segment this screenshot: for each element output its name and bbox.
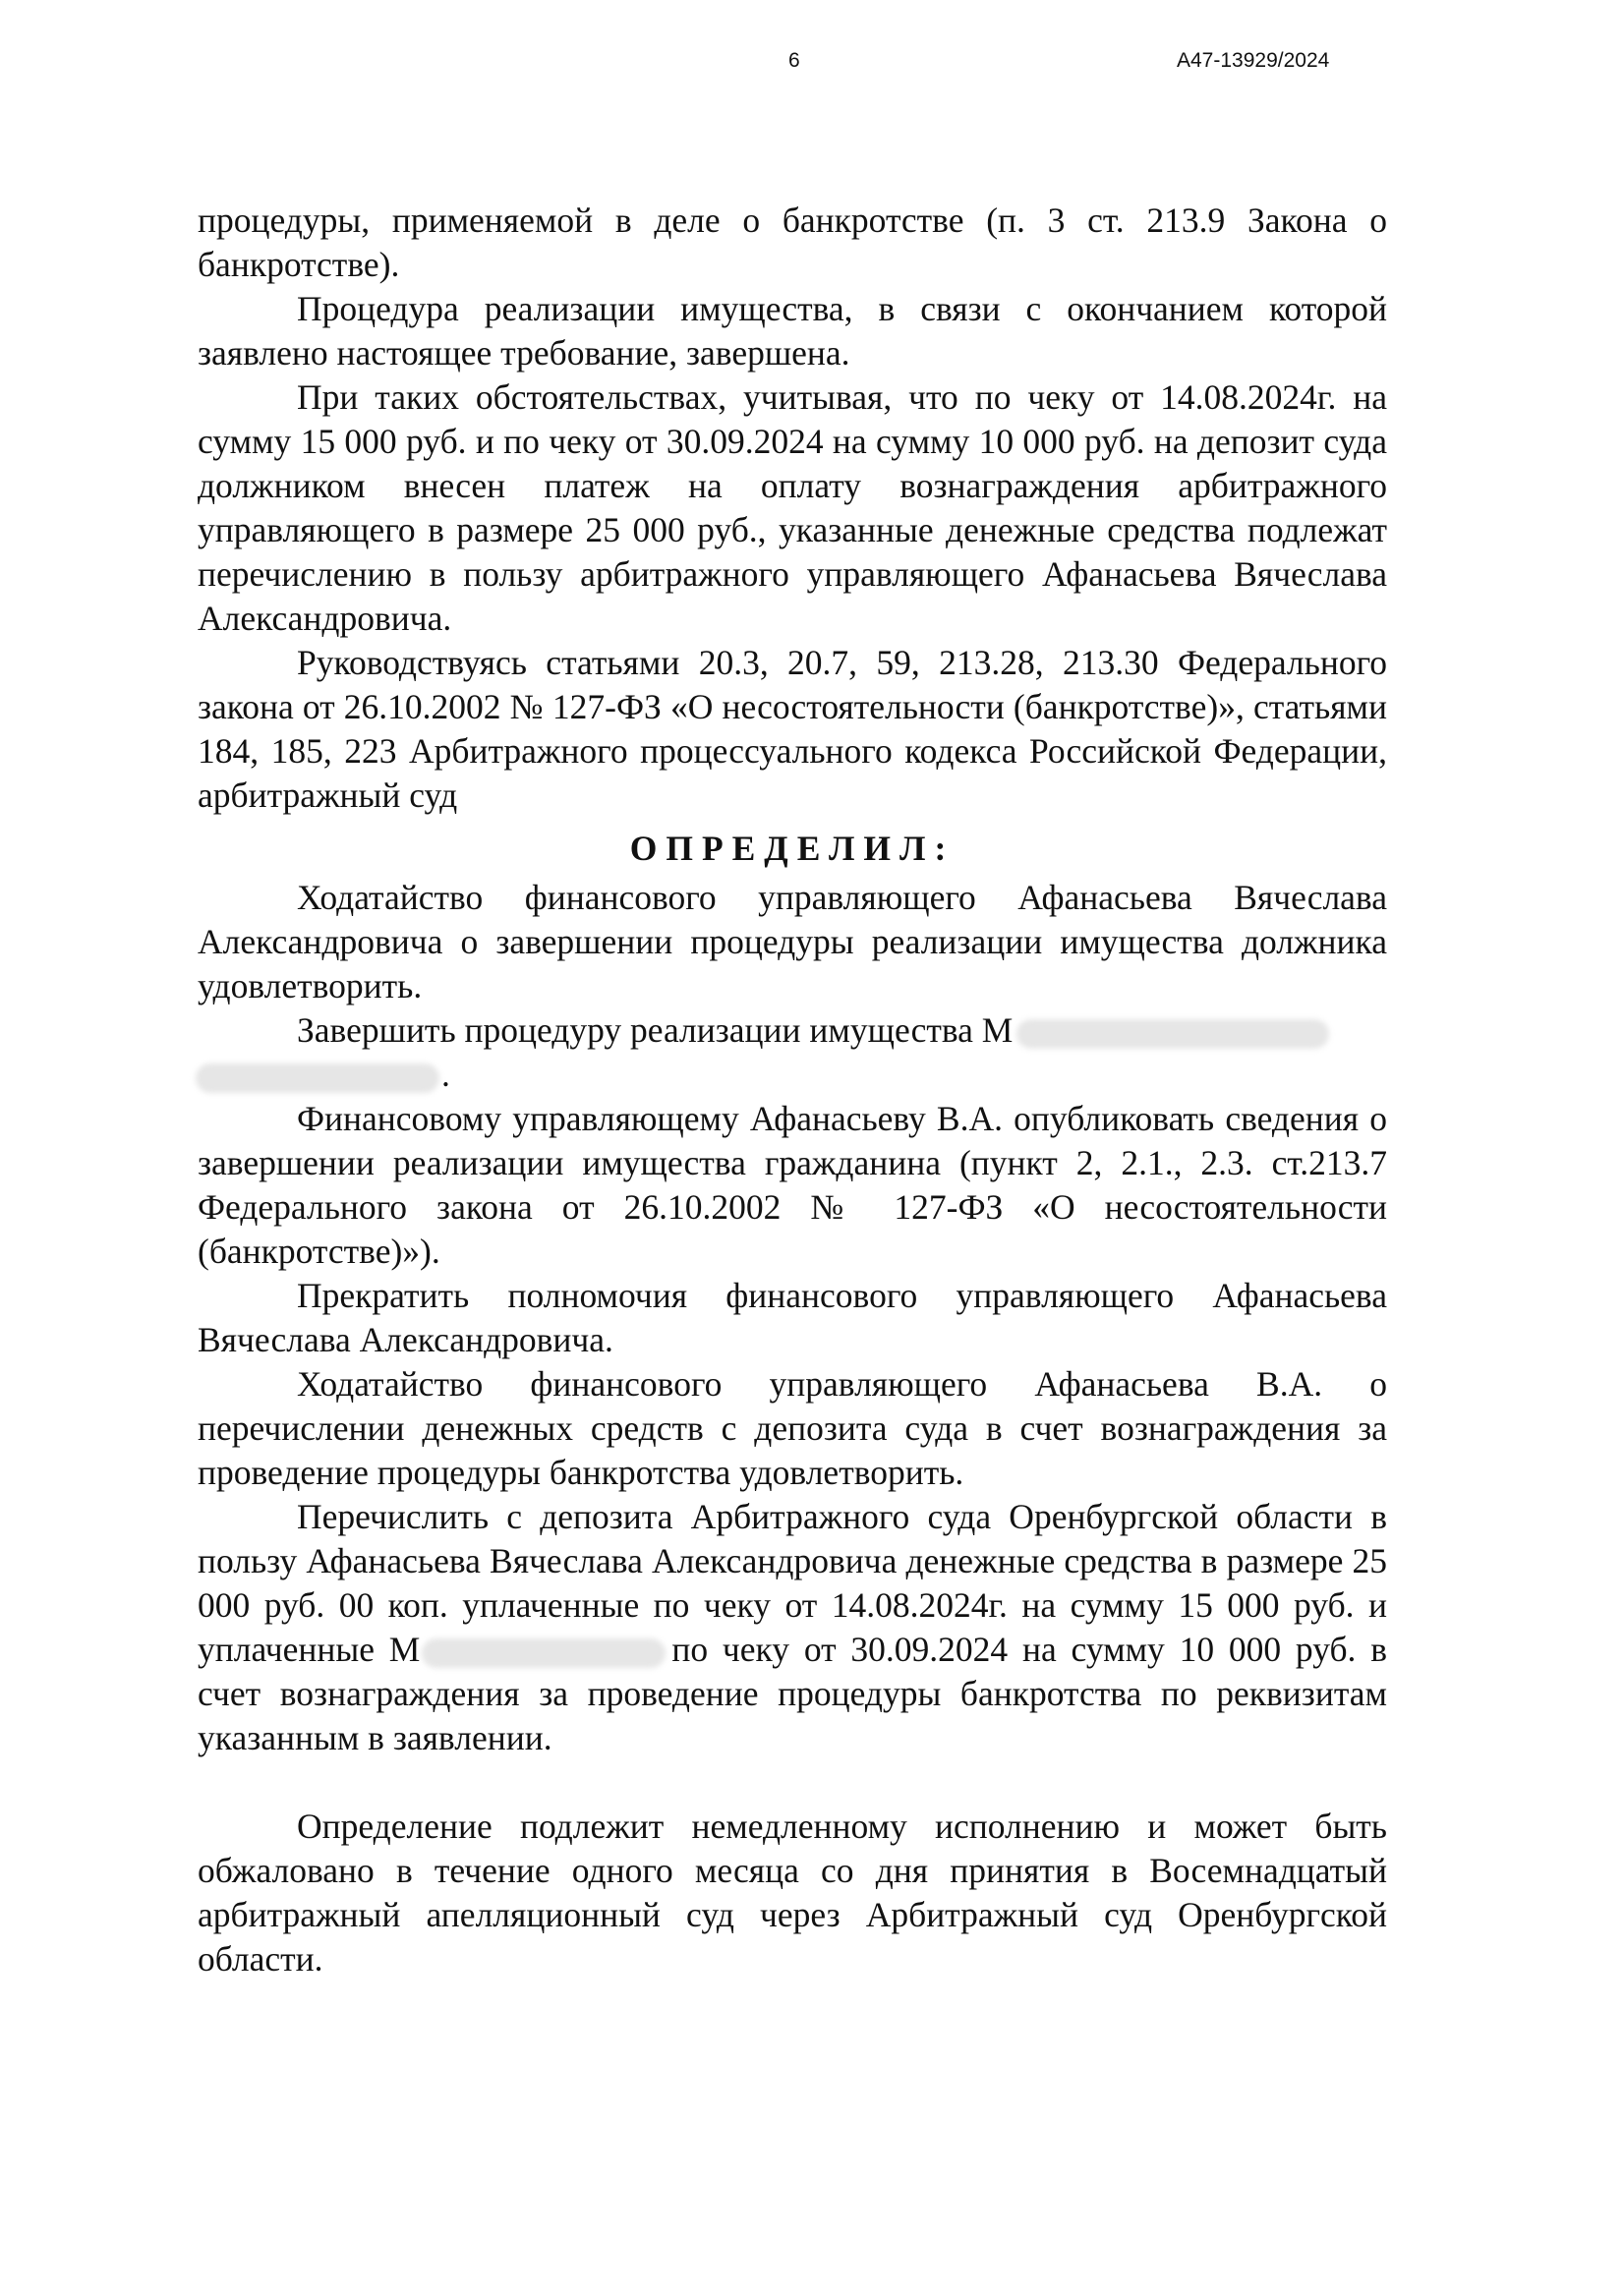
paragraph-circumstances: При таких обстоятельствах, учитывая, что по чеку от 14.08.2024г. на сумму 15 000 руб. и по чеку от 30.09.2024 на сумму 10 000 руб. на депозит суда должником внесен платеж на оплату вознаграждения арбитражного управляющего в размере 25 000 руб., указанные денежные средства подлежат перечислению в пользу арбитражного управляющего Афанасьева Вячеслава Александровича. xyxy=(198,377,1387,638)
page-header xyxy=(0,49,1624,79)
page-number: 6 xyxy=(788,49,800,72)
paragraph-legal-basis: Руководствуясь статьями 20.3, 20.7, 59, 213.28, 213.30 Федерального закона от 26.10.2002 № 127-ФЗ «О несостоятельности (банкротстве)», статьями 184, 185, 223 Арбитражного процессуального кодекса Российской Федерации, арбитражный суд xyxy=(198,643,1387,815)
redacted-name xyxy=(196,1063,439,1093)
paragraph-publish-info: Финансовому управляющему Афанасьеву В.А. опубликовать сведения о завершении реализации имущества гражданина (пункт 2, 2.1., 2.3. ст.213.7 Федерального закона от 26.10.2002 № 127-ФЗ «О несостоятельности (банкротстве)»). xyxy=(198,1099,1387,1271)
case-number: А47-13929/2024 xyxy=(1177,49,1330,72)
paragraph-terminate-powers: Прекратить полномочия финансового управляющего Афанасьева Вячеслава Александровича. xyxy=(198,1276,1387,1359)
paragraph-transfer-funds xyxy=(198,1495,1387,1760)
ruling-heading: ОПРЕДЕЛИЛ: xyxy=(629,829,956,868)
paragraph-motion-granted: Ходатайство финансового управляющего Афанасьева Вячеслава Александровича о завершении процедуры реализации имущества должника удовлетворить. xyxy=(198,878,1387,1005)
paragraph-transfer-motion: Ходатайство финансового управляющего Афанасьева В.А. о перечислении денежных средств с депозита суда в счет вознаграждения за проведение процедуры банкротства удовлетворить. xyxy=(198,1364,1387,1492)
paragraph-procedure-completed: Процедура реализации имущества, в связи с окончанием которой заявлено настоящее требование, завершена. xyxy=(198,289,1387,373)
paragraph-transfer-funds-end: по чеку от 30.09.2024 на сумму 10 000 руб. в счет вознаграждения за проведение процедуры банкротства по реквизитам указанным в заявлении. xyxy=(198,1630,1387,1757)
paragraph-transfer-funds-text: Перечислить с депозита Арбитражного суда Оренбургской области в пользу Афанасьева Вячеслава Александровича денежные средства в размере 25 000 руб. 00 коп. уплаченные по чеку от 14.08.2024г. на сумму 15 000 руб. и уплаченные М xyxy=(198,1497,1387,1669)
redacted-name xyxy=(422,1638,666,1668)
paragraph-complete-procedure-end: . xyxy=(441,1055,450,1094)
paragraph-complete-procedure-text: Завершить процедуру реализации имущества М xyxy=(297,1010,1014,1050)
paragraph-complete-procedure xyxy=(198,1008,1387,1097)
spacer xyxy=(198,1760,1387,1805)
paragraph-appeal: Определение подлежит немедленному исполнению и может быть обжаловано в течение одного месяца со дня принятия в Восемнадцатый арбитражный апелляционный суд через Арбитражный суд Оренбургской области. xyxy=(198,1807,1387,1979)
redacted-name xyxy=(1016,1019,1329,1049)
paragraph-continuation: процедуры, применяемой в деле о банкротстве (п. 3 ст. 213.9 Закона о банкротстве). xyxy=(198,201,1387,284)
document-body xyxy=(198,199,1387,1981)
